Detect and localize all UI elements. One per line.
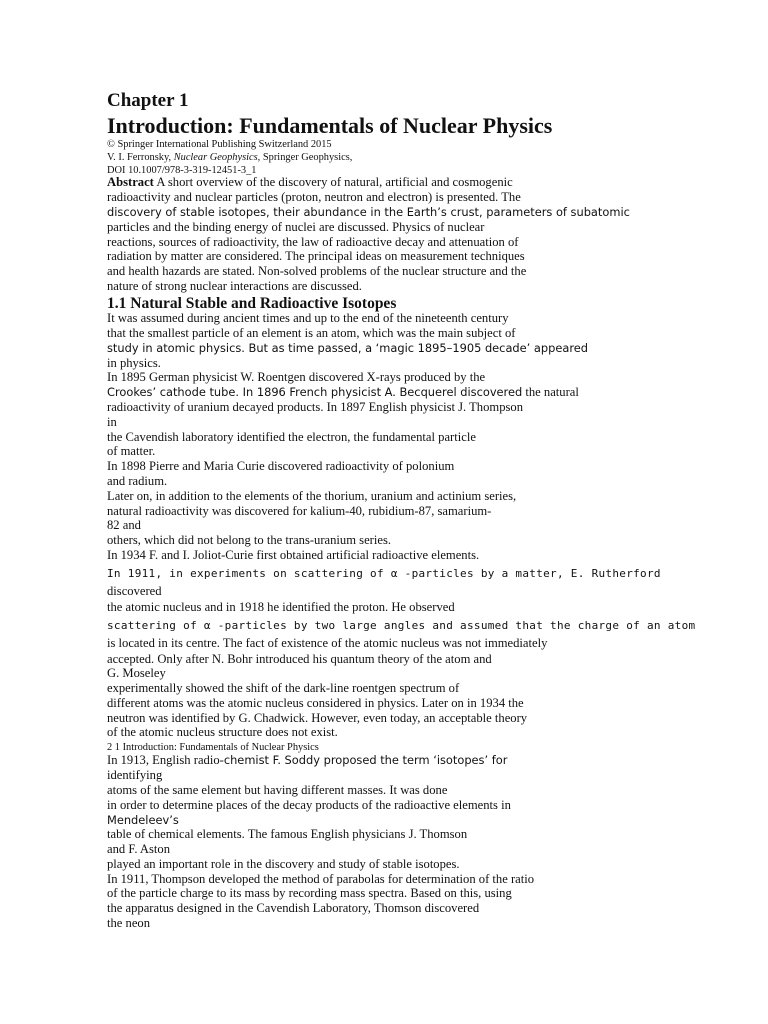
body-line: and radium. <box>107 474 168 488</box>
body-line: In 1913, English radio-chemist F. Soddy proposed the term ‘isotopes’ for <box>107 753 508 767</box>
author: V. I. Ferronsky, <box>107 152 172 163</box>
abstract-line: Abstract A short overview of the discovery of natural, artificial and cosmogenic <box>107 175 513 189</box>
body-line: In 1911, Thompson developed the method of parabolas for determination of the ratio <box>107 872 535 886</box>
body-line: In 1895 German physicist W. Roentgen discovered X-rays produced by the <box>107 370 486 384</box>
body-line: Crookes’ cathode tube. In 1896 French physicist A. Becquerel discovered the natural <box>107 385 579 399</box>
copyright-line: © Springer International Publishing Switzerland 2015 <box>107 139 332 150</box>
body-line: G. Moseley <box>107 666 166 680</box>
abstract-label: Abstract <box>107 175 154 189</box>
running-header: 2 1 Introduction: Fundamentals of Nuclear Physics <box>107 742 319 753</box>
series: Springer Geophysics, <box>262 152 353 163</box>
body-line: of the particle charge to its mass by recording mass spectra. Based on this, using <box>107 886 512 900</box>
body-line: is located in its centre. The fact of existence of the atomic nucleus was not immediately <box>107 636 548 650</box>
abstract-line: and health hazards are stated. Non-solved problems of the nuclear structure and the <box>107 264 527 278</box>
abstract-line: radiation by matter are considered. The principal ideas on measurement techniques <box>107 249 525 263</box>
body-line: atoms of the same element but having different masses. It was done <box>107 783 448 797</box>
body-line: It was assumed during ancient times and up to the end of the nineteenth century <box>107 311 509 325</box>
body-line: neutron was identified by G. Chadwick. However, even today, an acceptable theory <box>107 711 528 725</box>
body-line: others, which did not belong to the trans-uranium series. <box>107 533 391 547</box>
body-line: in <box>107 415 117 429</box>
section-heading: 1.1 Natural Stable and Radioactive Isotopes <box>107 295 397 312</box>
doi-line: DOI 10.1007/978-3-319-12451-3_1 <box>107 165 257 176</box>
body-line: in physics. <box>107 356 161 370</box>
body-line: scattering of α -particles by two large angles and assumed that the charge of an atom <box>107 619 696 632</box>
body-line: and F. Aston <box>107 842 171 856</box>
body-line: the atomic nucleus and in 1918 he identified the proton. He observed <box>107 600 455 614</box>
body-line: In 1934 F. and I. Joliot-Curie first obtained artificial radioactive elements. <box>107 548 480 562</box>
body-line: In 1898 Pierre and Maria Curie discovered radioactivity of polonium <box>107 459 455 473</box>
body-line: table of chemical elements. The famous English physicians J. Thomson <box>107 827 468 841</box>
body-line: different atoms was the atomic nucleus considered in physics. Later on in 1934 the <box>107 696 524 710</box>
book-title: Nuclear Geophysics, <box>173 152 261 163</box>
body-line: in order to determine places of the decay products of the radioactive elements in <box>107 798 511 812</box>
chapter-title: Introduction: Fundamentals of Nuclear Physics <box>107 113 553 138</box>
body-line: 82 and <box>107 518 141 532</box>
body-line: radioactivity of uranium decayed products. In 1897 English physicist J. Thompson <box>107 400 523 414</box>
body-line: of matter. <box>107 444 156 458</box>
body-line: In 1911, in experiments on scattering of α -particles by a matter, E. Rutherford <box>107 567 661 580</box>
chapter-label: Chapter 1 <box>107 90 189 111</box>
abstract-line: discovery of stable isotopes, their abundance in the Earth’s crust, parameters of subatomic <box>107 205 630 219</box>
body-line: the neon <box>107 916 151 930</box>
abstract-line: reactions, sources of radioactivity, the law of radioactive decay and attenuation of <box>107 235 519 249</box>
body-line: discovered <box>107 584 162 598</box>
body-line: that the smallest particle of an element is an atom, which was the main subject of <box>107 326 516 340</box>
body-line: Mendeleev’s <box>107 813 179 827</box>
body-line: the Cavendish laboratory identified the electron, the fundamental particle <box>107 430 476 444</box>
body-line: the apparatus designed in the Cavendish Laboratory, Thomson discovered <box>107 901 480 915</box>
body-line: accepted. Only after N. Bohr introduced his quantum theory of the atom and <box>107 652 492 666</box>
body-line: of the atomic nucleus structure does not exist. <box>107 725 338 739</box>
body-line: identifying <box>107 768 163 782</box>
body-line: Later on, in addition to the elements of the thorium, uranium and actinium series, <box>107 489 517 503</box>
abstract-line: radioactivity and nuclear particles (proton, neutron and electron) is presented. The <box>107 190 521 204</box>
abstract-line: nature of strong nuclear interactions are discussed. <box>107 279 362 293</box>
body-line: played an important role in the discovery and study of stable isotopes. <box>107 857 460 871</box>
body-line: natural radioactivity was discovered for kalium-40, rubidium-87, samarium- <box>107 504 492 518</box>
body-line: study in atomic physics. But as time passed, a ‘magic 1895–1905 decade’ appeared <box>107 341 589 355</box>
body-line: experimentally showed the shift of the dark-line roentgen spectrum of <box>107 681 460 695</box>
abstract-line: particles and the binding energy of nuclei are discussed. Physics of nuclear <box>107 220 485 234</box>
